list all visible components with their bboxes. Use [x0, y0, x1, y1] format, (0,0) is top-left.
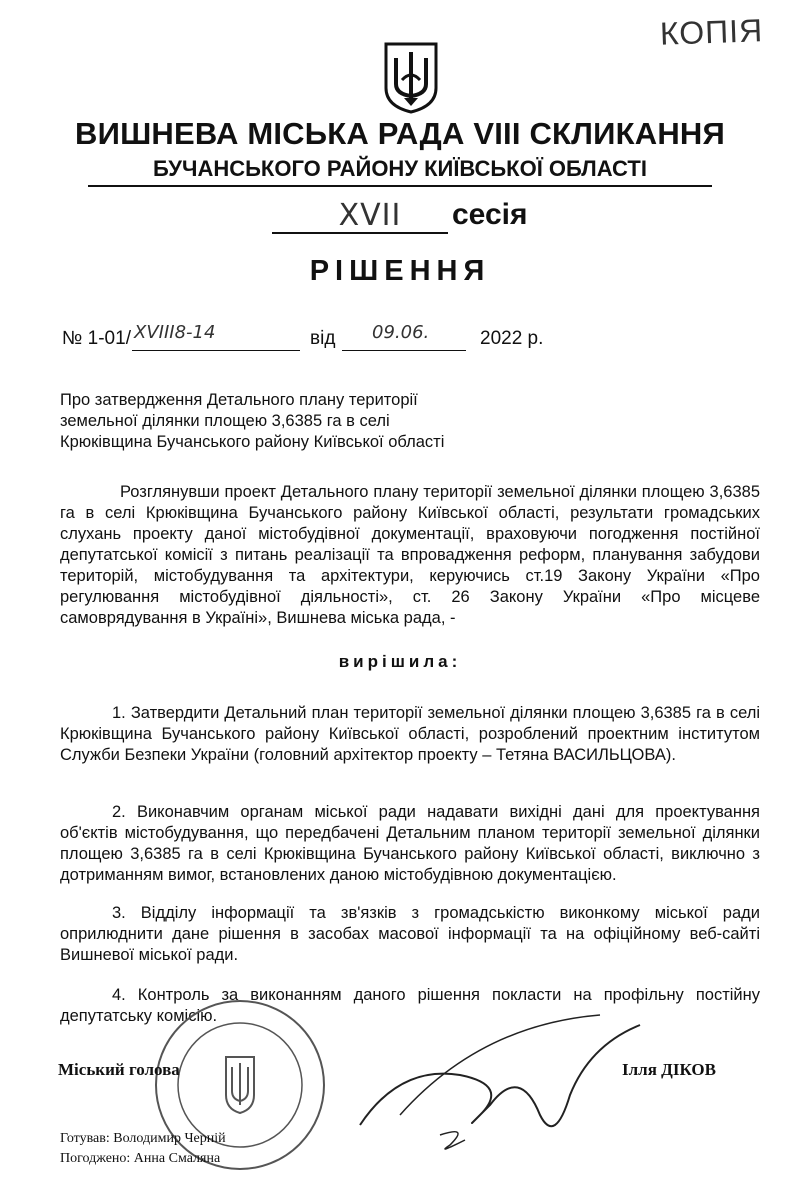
copy-stamp: КОПІЯ — [659, 12, 764, 52]
date-underline — [342, 350, 466, 351]
header-rule — [88, 185, 712, 187]
coat-of-arms-icon — [382, 40, 440, 114]
number-underline — [132, 350, 300, 351]
decision-number-value: XVIII8-14 — [134, 322, 216, 343]
subject-line: Про затвердження Детального плану території — [60, 391, 418, 409]
session-label: сесія — [452, 198, 528, 231]
mayor-name: Ілля ДІКОВ — [622, 1060, 716, 1079]
preamble-paragraph: Розглянувши проект Детального плану території земельної ділянки площею 3,6385 га в селі Крюківщина Бучанського району Київської області, результати громадських слухань проекту даної містобудівної документації, враховуючи погодження постійної депутатської комісії з питань реалізації та впровадження реформ, планування забудови територій, містобудування та архітектури, керуючись ст.19 Закону України «Про регулювання містобудівної діяльності», ст. 26 Закону України «Про місцеве самоврядування в Україні», Вишнева міська рада, - — [60, 483, 760, 627]
handwritten-signature-icon — [340, 1005, 660, 1155]
resolved-heading: вирішила: — [338, 652, 462, 671]
prepared-by: Готував: Володимир Черній — [60, 1131, 226, 1146]
session-number: XVII — [338, 198, 402, 233]
subject-line: земельної ділянки площею 3,6385 га в селі — [60, 412, 390, 430]
decision-number-prefix: № 1-01/ — [62, 328, 131, 349]
council-subtitle: БУЧАНСЬКОГО РАЙОНУ КИЇВСЬКОЇ ОБЛАСТІ — [153, 156, 647, 181]
decision-year: 2022 р. — [480, 328, 544, 349]
decision-item-2: 2. Виконавчим органам міської ради надавати вихідні дані для проектування об'єктів містобудування, що передбачені Детальним планом території земельної ділянки площею 3,6385 га в селі Крюківщина Бучанського району Київської області, виключно з дотриманням вимог, встановлених даною містобудівною документацією. — [60, 803, 760, 884]
date-label: від — [310, 328, 336, 349]
decision-heading: РІШЕННЯ — [309, 255, 491, 287]
mayor-position: Міський голова — [58, 1060, 180, 1079]
decision-item-1: 1. Затвердити Детальний план території земельної ділянки площею 3,6385 га в селі Крюківщина Бучанського району Київської області, розроблений проектним інститутом Служби Безпеки України (головний архітектор проекту – Тетяна ВАСИЛЬЦОВА). — [60, 704, 760, 764]
decision-subject — [60, 390, 580, 453]
decision-date-value: 09.06. — [372, 322, 430, 343]
decision-item-3: 3. Відділу інформації та зв'язків з громадськістю виконкому міської ради оприлюднити дане рішення в засобах масової інформації та на офіційному веб-сайті Вишневої міської ради. — [60, 904, 760, 964]
decision-item-4: 4. Контроль за виконанням даного рішення покласти на профільну постійну депутатську комісію. — [60, 986, 760, 1025]
subject-line: Крюківщина Бучанського району Київської області — [60, 433, 445, 451]
official-seal-icon — [150, 995, 330, 1175]
session-underline — [272, 232, 448, 234]
agreed-by: Погоджено: Анна Смаляна — [60, 1151, 221, 1166]
council-title: ВИШНЕВА МІСЬКА РАДА VIII СКЛИКАННЯ — [75, 116, 725, 151]
